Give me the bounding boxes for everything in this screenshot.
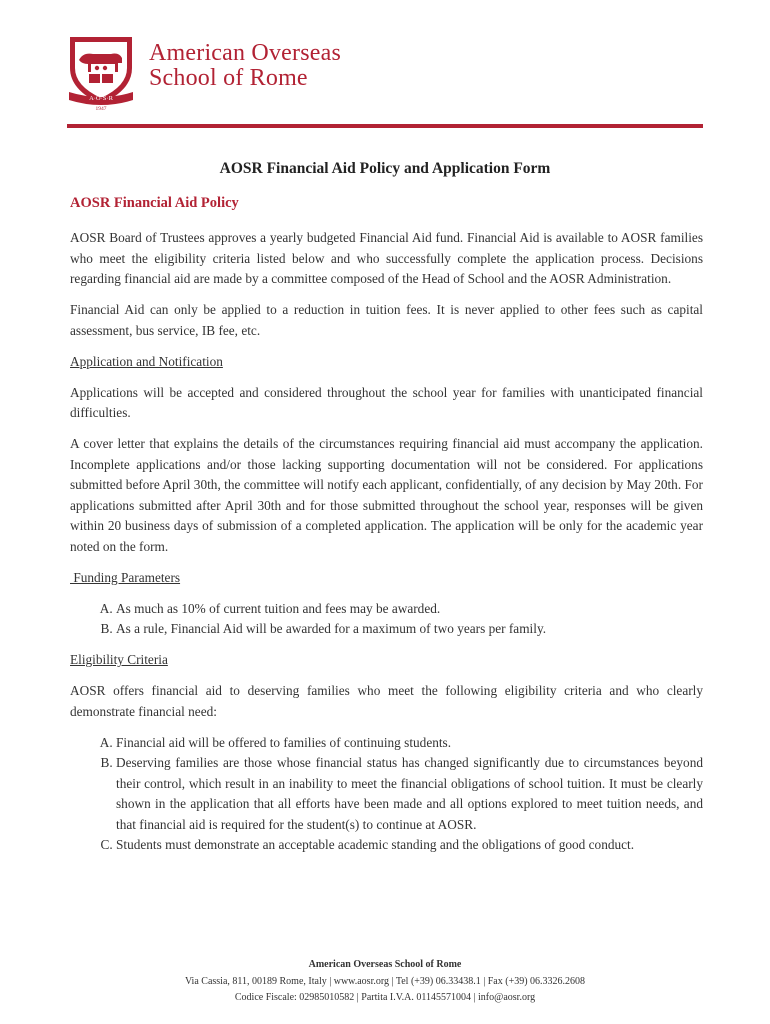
- eligibility-heading: Eligibility Criteria: [70, 652, 168, 667]
- section-heading: AOSR Financial Aid Policy: [70, 195, 239, 211]
- eligibility-list: [70, 733, 703, 856]
- list-item: A. Financial aid will be offered to families of continuing students.: [116, 733, 703, 754]
- header-divider: [67, 124, 703, 128]
- footer-address: Via Cassia, 811, 00189 Rome, Italy | www.aosr.org | Tel (+39) 06.33438.1 | Fax (+39) 06.3326.2608: [184, 975, 586, 987]
- footer: [0, 957, 770, 1007]
- eligibility-intro: AOSR offers financial aid to deserving families who meet the following eligibility criteria and who clearly demonstrate financial need:: [70, 683, 703, 719]
- list-item: A. As much as 10% of current tuition and fees may be awarded.: [116, 599, 703, 620]
- school-name-line-1: American Overseas: [149, 40, 341, 66]
- school-name: [149, 41, 341, 91]
- funding-list: [70, 599, 703, 640]
- intro-paragraph-2: Financial Aid can only be applied to a reduction in tuition fees. It is never applied to other fees such as capital assessment, bus service, IB fee, etc.: [70, 302, 703, 338]
- school-name-line-2: School of Rome: [149, 65, 308, 91]
- crest-year-text: 1947: [95, 106, 107, 112]
- document-body: [70, 228, 703, 866]
- page-title: AOSR Financial Aid Policy and Application Form: [219, 160, 551, 177]
- footer-codes: Codice Fiscale: 02985010582 | Partita I.V.A. 01145571004 | info@aosr.org: [234, 992, 536, 1003]
- aosr-crest-icon: [67, 34, 135, 112]
- footer-school-name: American Overseas School of Rome: [308, 959, 462, 970]
- list-item: B. As a rule, Financial Aid will be awarded for a maximum of two years per family.: [116, 619, 703, 640]
- funding-heading: Funding Parameters: [70, 569, 181, 585]
- list-item: B. Deserving families are those whose financial status has changed significantly due to circumstances beyond their control, which result in an inability to meet the financial obligations of school tuition. It must be clearly shown in the application that all efforts have been made and all options explored to meet tuition needs, and that financial aid is required for the student(s) to continue at AOSR.: [116, 753, 703, 835]
- crest-banner-text: A·O·S·R: [89, 95, 113, 102]
- application-paragraph-2: A cover letter that explains the details of the circumstances requiring financial aid must accompany the application. Incomplete applications and/or those lacking supporting documentation will not be considered. For applications submitted before April 30th, the committee will notify each applicant, confidentially, of any decision by May 20th. For applications submitted after April 30th and for those submitted throughout the school year, responses will be given within 20 business days of submission of a completed application. The application will be only for the academic year noted on the form.: [70, 436, 703, 554]
- application-paragraph-1: Applications will be accepted and considered throughout the school year for families with unanticipated financial difficulties.: [70, 384, 703, 420]
- application-heading: Application and Notification: [70, 353, 223, 369]
- list-item: C. Students must demonstrate an acceptable academic standing and the obligations of good conduct.: [116, 835, 703, 856]
- intro-paragraph-1: AOSR Board of Trustees approves a yearly budgeted Financial Aid fund. Financial Aid is available to AOSR families who meet the eligibility criteria listed below and who successfully complete the application process. Decisions regarding financial aid are made by a committee composed of the Head of School and the AOSR Administration.: [70, 230, 703, 286]
